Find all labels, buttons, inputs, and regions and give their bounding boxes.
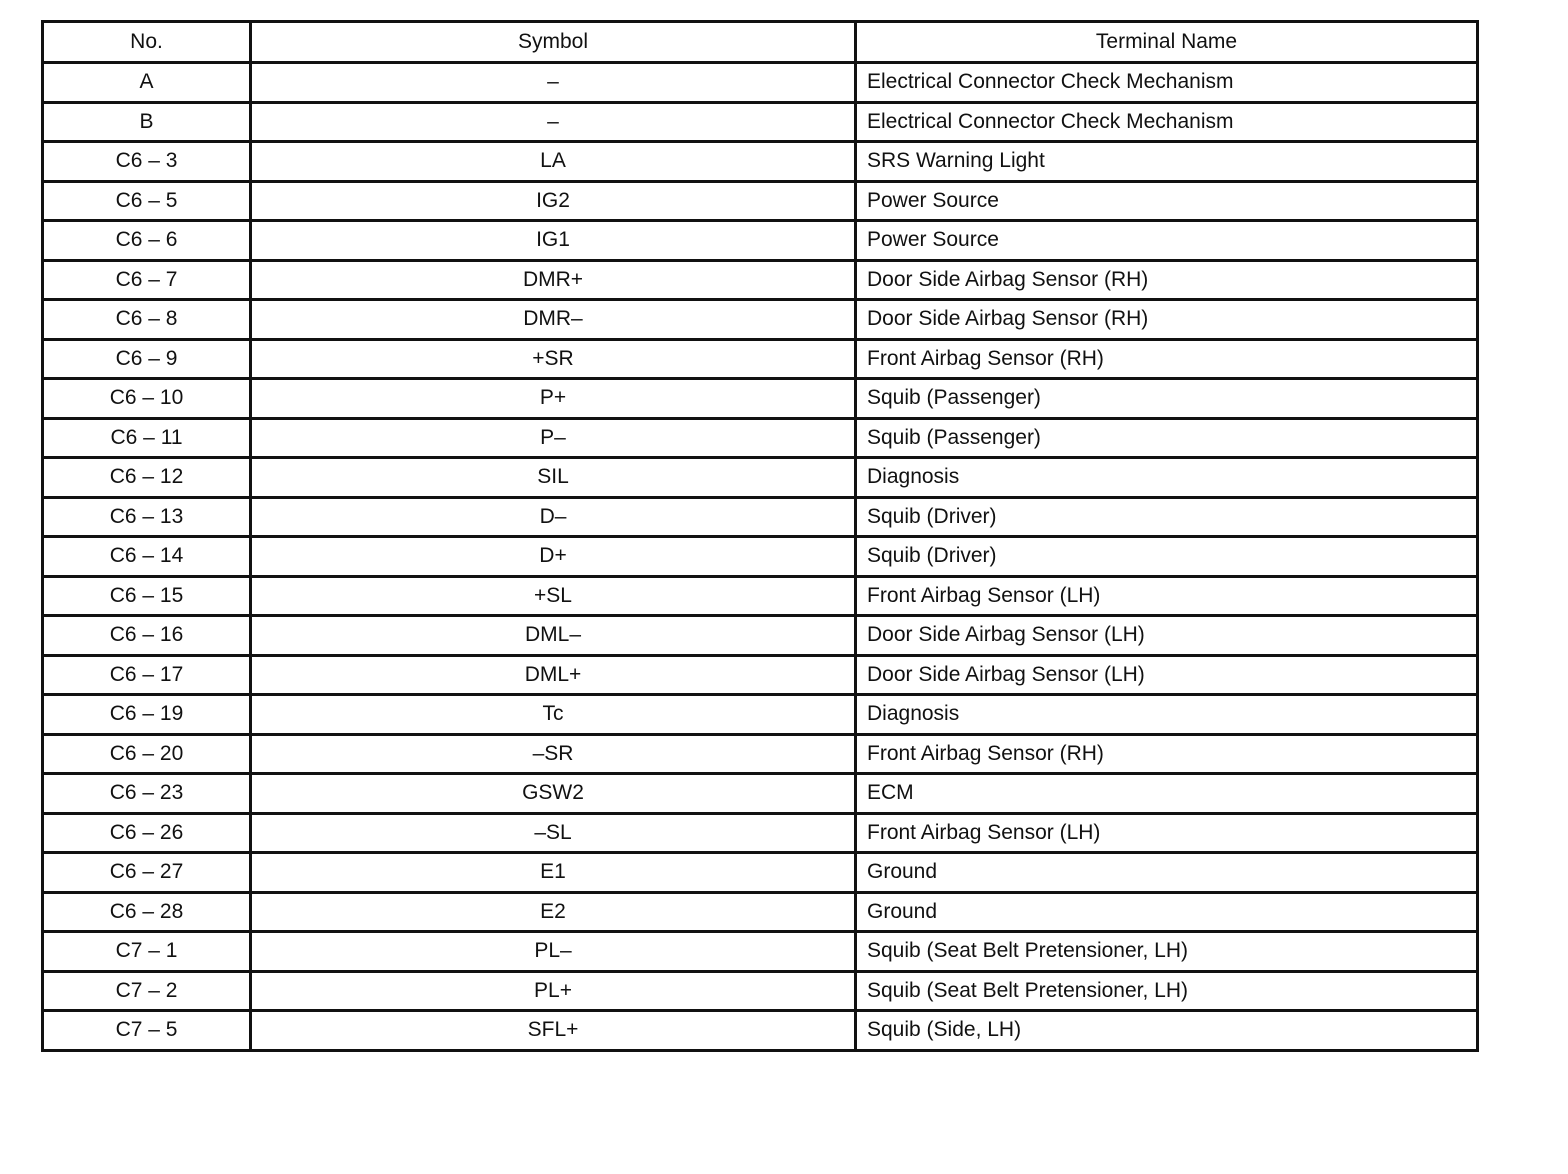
cell-no: C6 – 8 (43, 300, 251, 340)
table-row (43, 221, 1478, 261)
cell-symbol: DML+ (251, 655, 856, 695)
terminal-table (41, 20, 1479, 1052)
cell-symbol: – (251, 102, 856, 142)
cell-no: C6 – 12 (43, 458, 251, 498)
header-terminal-name: Terminal Name (856, 22, 1478, 63)
cell-no: C6 – 23 (43, 774, 251, 814)
table-row (43, 142, 1478, 182)
cell-no: C6 – 15 (43, 576, 251, 616)
cell-no: C7 – 5 (43, 1011, 251, 1051)
cell-no: C6 – 27 (43, 853, 251, 893)
cell-symbol: GSW2 (251, 774, 856, 814)
cell-no: C6 – 28 (43, 892, 251, 932)
table-row (43, 1011, 1478, 1051)
cell-symbol: E1 (251, 853, 856, 893)
cell-terminal-name: Front Airbag Sensor (LH) (856, 813, 1478, 853)
cell-no: A (43, 63, 251, 103)
table-row (43, 853, 1478, 893)
cell-terminal-name: Door Side Airbag Sensor (LH) (856, 655, 1478, 695)
cell-terminal-name: Diagnosis (856, 695, 1478, 735)
table-row (43, 418, 1478, 458)
table-row (43, 458, 1478, 498)
cell-symbol: P– (251, 418, 856, 458)
cell-symbol: D– (251, 497, 856, 537)
cell-terminal-name: Door Side Airbag Sensor (LH) (856, 616, 1478, 656)
cell-terminal-name: Ground (856, 853, 1478, 893)
terminal-table-sheet (41, 20, 1479, 1052)
table-row (43, 734, 1478, 774)
table-header (43, 22, 1478, 63)
cell-no: C6 – 9 (43, 339, 251, 379)
cell-terminal-name: Squib (Driver) (856, 497, 1478, 537)
cell-terminal-name: Squib (Seat Belt Pretensioner, LH) (856, 971, 1478, 1011)
cell-symbol: PL+ (251, 971, 856, 1011)
cell-no: C6 – 20 (43, 734, 251, 774)
table-row (43, 63, 1478, 103)
cell-symbol: P+ (251, 379, 856, 419)
table-row (43, 339, 1478, 379)
table-row (43, 181, 1478, 221)
cell-no: C6 – 16 (43, 616, 251, 656)
table-row (43, 774, 1478, 814)
cell-symbol: E2 (251, 892, 856, 932)
cell-symbol: IG2 (251, 181, 856, 221)
table-row (43, 655, 1478, 695)
cell-no: C7 – 1 (43, 932, 251, 972)
table-row (43, 971, 1478, 1011)
table-row (43, 813, 1478, 853)
cell-terminal-name: Diagnosis (856, 458, 1478, 498)
cell-no: C6 – 5 (43, 181, 251, 221)
cell-symbol: – (251, 63, 856, 103)
cell-terminal-name: Electrical Connector Check Mechanism (856, 102, 1478, 142)
table-row (43, 616, 1478, 656)
cell-no: C6 – 19 (43, 695, 251, 735)
cell-symbol: +SL (251, 576, 856, 616)
cell-no: C6 – 26 (43, 813, 251, 853)
cell-no: C6 – 11 (43, 418, 251, 458)
cell-no: C7 – 2 (43, 971, 251, 1011)
table-row (43, 379, 1478, 419)
cell-terminal-name: Squib (Passenger) (856, 379, 1478, 419)
header-row (43, 22, 1478, 63)
cell-symbol: LA (251, 142, 856, 182)
cell-terminal-name: Front Airbag Sensor (RH) (856, 734, 1478, 774)
table-row (43, 932, 1478, 972)
table-row (43, 892, 1478, 932)
table-row (43, 537, 1478, 577)
cell-terminal-name: Door Side Airbag Sensor (RH) (856, 260, 1478, 300)
cell-no: C6 – 14 (43, 537, 251, 577)
table-row (43, 695, 1478, 735)
cell-no: C6 – 17 (43, 655, 251, 695)
cell-no: C6 – 3 (43, 142, 251, 182)
cell-no: C6 – 13 (43, 497, 251, 537)
cell-symbol: Tc (251, 695, 856, 735)
cell-symbol: D+ (251, 537, 856, 577)
cell-no: C6 – 6 (43, 221, 251, 261)
cell-symbol: PL– (251, 932, 856, 972)
cell-terminal-name: ECM (856, 774, 1478, 814)
table-body (43, 63, 1478, 1051)
header-symbol: Symbol (251, 22, 856, 63)
header-no: No. (43, 22, 251, 63)
table-row (43, 102, 1478, 142)
cell-terminal-name: Squib (Side, LH) (856, 1011, 1478, 1051)
cell-symbol: DMR+ (251, 260, 856, 300)
cell-no: C6 – 10 (43, 379, 251, 419)
cell-terminal-name: Electrical Connector Check Mechanism (856, 63, 1478, 103)
table-row (43, 576, 1478, 616)
cell-symbol: DMR– (251, 300, 856, 340)
cell-no: C6 – 7 (43, 260, 251, 300)
cell-symbol: IG1 (251, 221, 856, 261)
cell-terminal-name: Power Source (856, 181, 1478, 221)
cell-symbol: SFL+ (251, 1011, 856, 1051)
cell-no: B (43, 102, 251, 142)
cell-terminal-name: Squib (Passenger) (856, 418, 1478, 458)
table-row (43, 260, 1478, 300)
cell-terminal-name: Power Source (856, 221, 1478, 261)
table-row (43, 497, 1478, 537)
cell-symbol: DML– (251, 616, 856, 656)
cell-terminal-name: Ground (856, 892, 1478, 932)
cell-terminal-name: Front Airbag Sensor (LH) (856, 576, 1478, 616)
cell-symbol: +SR (251, 339, 856, 379)
cell-symbol: SIL (251, 458, 856, 498)
cell-terminal-name: Squib (Seat Belt Pretensioner, LH) (856, 932, 1478, 972)
cell-symbol: –SL (251, 813, 856, 853)
cell-terminal-name: Door Side Airbag Sensor (RH) (856, 300, 1478, 340)
cell-terminal-name: SRS Warning Light (856, 142, 1478, 182)
cell-symbol: –SR (251, 734, 856, 774)
table-row (43, 300, 1478, 340)
cell-terminal-name: Front Airbag Sensor (RH) (856, 339, 1478, 379)
cell-terminal-name: Squib (Driver) (856, 537, 1478, 577)
